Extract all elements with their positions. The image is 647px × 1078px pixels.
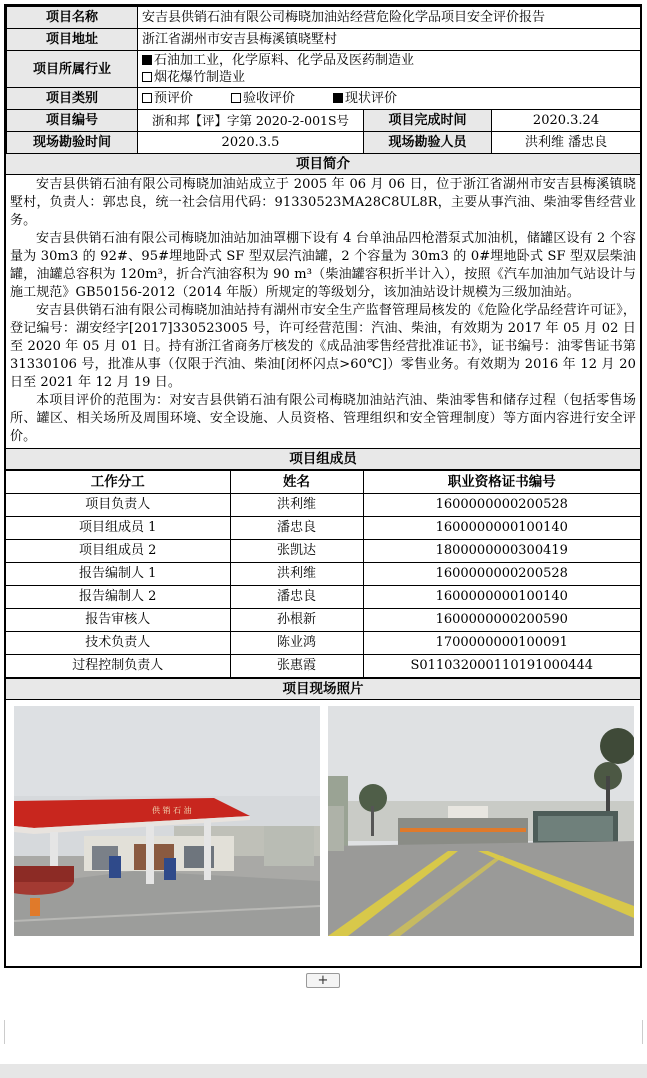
checkbox-empty-icon: [142, 93, 152, 103]
intro-paragraph: 安吉县供销石油有限公司梅晓加油站成立于 2005 年 06 月 06 日，位于浙江省湖州市安吉县梅溪镇晓墅村，负责人：郭忠良，统一社会信用代码：91330523MA28C8UL8R，主要从事汽油、柴油零售经营业务。: [10, 177, 636, 228]
team-row: [6, 586, 640, 609]
team-role-cell: 技术负责人: [6, 632, 230, 655]
team-role-cell: 项目组成员 1: [6, 517, 230, 540]
checkbox-checked-icon: [333, 93, 343, 103]
team-cert-cell: 1600000000200528: [363, 494, 640, 517]
team-name-cell: 陈业鸿: [230, 632, 363, 655]
team-role-cell: 项目组成员 2: [6, 540, 230, 563]
team-name-cell: 张凯达: [230, 540, 363, 563]
team-row: [6, 632, 640, 655]
bottom-scrollbar[interactable]: [0, 1064, 647, 1078]
project-number-value: 浙和邦【评】字第 2020-2-001S号: [138, 110, 364, 132]
project-category-row: [7, 88, 641, 110]
team-role-cell: 报告编制人 2: [6, 586, 230, 609]
team-role-cell: 报告编制人 1: [6, 563, 230, 586]
project-category-options: [138, 88, 641, 110]
project-name-value: 安吉县供销石油有限公司梅晓加油站经营危险化学品项目安全评价报告: [138, 7, 641, 29]
team-cert-cell: 1600000000100140: [363, 517, 640, 540]
team-name-cell: 潘忠良: [230, 586, 363, 609]
page-edge-right: [642, 1020, 643, 1044]
team-row: [6, 655, 640, 678]
project-info-table: [6, 6, 641, 154]
project-address-value: 浙江省湖州市安吉县梅溪镇晓墅村: [138, 29, 641, 51]
team-cert-cell: 1600000000100140: [363, 586, 640, 609]
photos-section: [6, 700, 640, 940]
report-document: [4, 4, 642, 968]
intro-paragraph: 安吉县供销石油有限公司梅晓加油站加油罩棚下设有 4 台单油品四枪潜泵式加油机，储罐区设有 2 个容量为 30m3 的 92#、95#埋地卧式 SF 型双层汽油罐，2 个容量为 30m3 的 0#埋地卧式 SF 型双层柴油罐，油罐总容积为 120m³，折合汽油容积为 90 m³（柴油罐容积折半计入），按照《汽车加油加气站设计与施工规范》GB50156-2012（2014 年版）所规定的等级划分，该加油站设计规模为三级加油站。: [10, 231, 636, 300]
project-number-label: 项目编号: [7, 110, 138, 132]
team-role-cell: 过程控制负责人: [6, 655, 230, 678]
industry-option-petroleum: 石油加工业，化学原料、化学品及医药制造业: [154, 53, 415, 68]
team-row: [6, 540, 640, 563]
expand-button[interactable]: +: [306, 973, 340, 988]
category-option-status: 现状评价: [345, 91, 398, 106]
team-table: [6, 470, 640, 678]
team-cert-cell: 1800000000300419: [363, 540, 640, 563]
team-table-body: [6, 494, 640, 678]
team-row: [6, 517, 640, 540]
project-industry-label: 项目所属行业: [7, 51, 138, 88]
team-header-role: 工作分工: [6, 471, 230, 494]
intro-paragraph: 安吉县供销石油有限公司梅晓加油站持有湖州市安全生产监督管理局核发的《危险化学品经营许可证》，登记编号：湖安经字[2017]330523005 号，许可经营范围：汽油、柴油，有效期为 2017 年 05 月 02 日至 2020 年 05 月 01 日。持有浙江省商务厅核发的《成品油零售经营批准证书》，证书编号：油零售证书第 31330106 号，批准从事（仅限于汽油、柴油[闭杯闪点>60℃]）零售业务。有效期为 2016 年 12 月 20 日至 2021 年 12 月 19 日。: [10, 303, 636, 390]
project-number-row: [7, 110, 641, 132]
photos-heading: 项目现场照片: [6, 678, 640, 700]
surveyor-label: 现场勘验人员: [364, 132, 492, 154]
project-name-label: 项目名称: [7, 7, 138, 29]
team-row: [6, 609, 640, 632]
team-cert-cell: 1600000000200590: [363, 609, 640, 632]
team-header-row: [6, 471, 640, 494]
project-address-label: 项目地址: [7, 29, 138, 51]
intro-heading: 项目简介: [6, 154, 640, 175]
project-industry-options: [138, 51, 641, 88]
team-cert-cell: 1700000000100091: [363, 632, 640, 655]
survey-time-label: 现场勘验时间: [7, 132, 138, 154]
project-finish-value: 2020.3.24: [492, 110, 641, 132]
survey-time-value: 2020.3.5: [138, 132, 364, 154]
checkbox-empty-icon: [142, 72, 152, 82]
tank-area-photo: [328, 706, 634, 936]
canopy-sign-text: 供 销 石 油: [152, 806, 192, 815]
team-cert-cell: S011032000110191000444: [363, 655, 640, 678]
surveyor-value: 洪利维 潘忠良: [492, 132, 641, 154]
project-name-row: [7, 7, 641, 29]
team-name-cell: 潘忠良: [230, 517, 363, 540]
project-category-label: 项目类别: [7, 88, 138, 110]
intro-paragraph: 本项目评价的范围为：对安吉县供销石油有限公司梅晓加油站汽油、柴油零售和储存过程（包括零售场所、罐区、相关场所及周围环境、安全设施、人员资格、管理组织和安全管理制度）等方面内容进行安全评价。: [10, 393, 636, 444]
team-row: [6, 494, 640, 517]
team-name-cell: 孙根新: [230, 609, 363, 632]
gas-station-canopy-photo: [14, 706, 320, 936]
team-role-cell: 报告审核人: [6, 609, 230, 632]
project-address-row: [7, 29, 641, 51]
team-name-cell: 洪利维: [230, 563, 363, 586]
page-edge-left: [4, 1020, 5, 1044]
team-heading: 项目组成员: [6, 448, 640, 470]
checkbox-checked-icon: [142, 55, 152, 65]
team-name-cell: 洪利维: [230, 494, 363, 517]
team-cert-cell: 1600000000200528: [363, 563, 640, 586]
project-finish-label: 项目完成时间: [364, 110, 492, 132]
category-option-acceptance: 验收评价: [243, 91, 296, 106]
industry-option-fireworks: 烟花爆竹制造业: [154, 70, 246, 85]
survey-row: [7, 132, 641, 154]
project-intro: [6, 175, 640, 448]
team-role-cell: 项目负责人: [6, 494, 230, 517]
team-header-name: 姓名: [230, 471, 363, 494]
team-row: [6, 563, 640, 586]
project-industry-row: [7, 51, 641, 88]
team-header-cert: 职业资格证书编号: [363, 471, 640, 494]
category-option-pre: 预评价: [154, 91, 194, 106]
team-name-cell: 张惠霞: [230, 655, 363, 678]
checkbox-empty-icon: [231, 93, 241, 103]
